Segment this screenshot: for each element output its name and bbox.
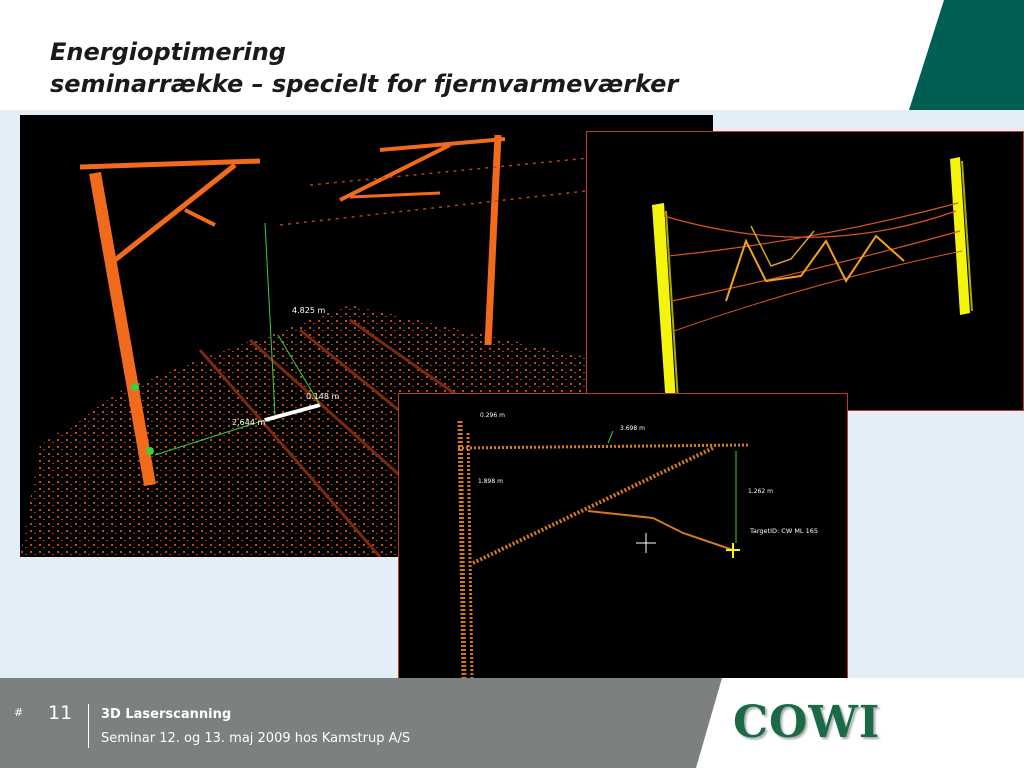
measurement-label: 3.698 m [620, 425, 645, 432]
footer-divider [88, 704, 89, 748]
cowi-logo: COWI [733, 697, 881, 748]
page-number: 11 [48, 702, 73, 724]
slide-header [0, 0, 1024, 110]
catenary-side-image [586, 131, 1024, 411]
measurement-label: 0.148 m [306, 392, 340, 401]
slide-title-line-2: seminarrække – specielt for fjernvarmeværker [50, 70, 679, 98]
measurement-label: 1.898 m [478, 478, 503, 485]
measurement-label: 1.262 m [748, 488, 773, 495]
measurement-label: 4.825 m [292, 306, 326, 315]
slide-title-line-1: Energioptimering [50, 38, 286, 66]
footer-subtitle: Seminar 12. og 13. maj 2009 hos Kamstrup A/S [101, 731, 411, 746]
footer-hash: # [14, 706, 24, 719]
corner-accent [0, 0, 1024, 110]
measurement-label: 2.644 m [232, 418, 266, 427]
target-id-label: TargetID: CW ML 165 [750, 527, 819, 535]
footer-title: 3D Laserscanning [101, 707, 232, 722]
mast-detail-image [398, 393, 848, 680]
measurement-label: 0.296 m [480, 412, 505, 419]
